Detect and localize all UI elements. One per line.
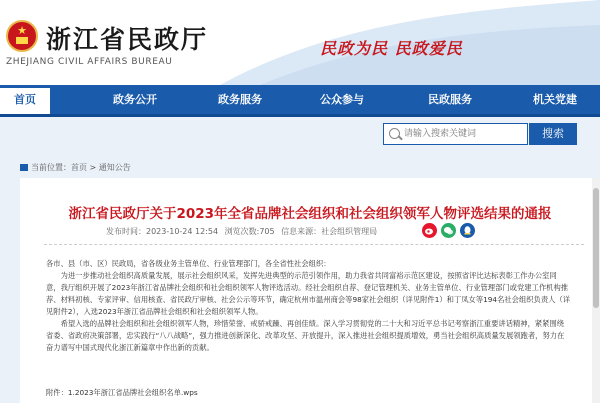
search-input[interactable] [404,126,524,142]
article-body [46,258,571,354]
search-box[interactable] [383,123,528,145]
body-paragraph: 为进一步推动社会组织高质量发展，展示社会组织风采，发挥先进典型的示范引领作用，助力我省共同富裕示范区建设，按照省评比达标表彰工作办公室同意，我厅组织开展了2023年浙江省品牌社会组织和社会组织领军人物评选活动。经社会组织自荐、登记管理机关、业务主管单位、行业管理部门或党建工作机构推荐、材料初核、专家评审、信用核查、省民政厅审核、社会公示等环节，确定杭州市温州商会等98家社会组织（详见附件1）和丁凤女等194名社会组织负责人（详见附件2），入选2023年浙江省品牌社会组织和社会组织领军人物。 [46,271,571,316]
scrollbar[interactable] [592,178,600,403]
breadcrumb [20,162,131,173]
home-icon [20,164,28,171]
info-source: 信息来源：社会组织管理局 [281,227,378,236]
salutation-paragraph: 各市、县（市、区）民政局，省各级业务主管单位、行业管理部门，各全省性社会组织： [46,259,331,268]
scrollbar-thumb[interactable] [593,188,599,308]
article-title: 浙江省民政厅关于2023年全省品牌社会组织和社会组织领军人物评选结果的通报 [68,206,552,222]
attachment-link[interactable]: 附件：1.2023年浙江省品牌社会组织名单.wps [46,388,198,397]
view-count: 浏览次数:705 [224,227,275,236]
main-nav [0,85,600,117]
article-card [20,178,600,403]
nav-item-civil-services[interactable]: 民政服务 [428,93,472,106]
national-emblem-icon[interactable]: ★ [6,20,38,52]
qq-icon[interactable] [460,223,475,238]
search-button[interactable]: 搜索 [529,123,577,145]
slogan: 民政为民 民政爱民 [320,39,463,58]
nav-item-government-affairs[interactable]: 政务公开 [113,93,157,106]
attachment [46,388,198,398]
divider [44,244,584,245]
breadcrumb-text[interactable]: 当前位置：首页 > 通知公告 [31,163,131,172]
body-paragraph: 希望入选的品牌社会组织和社会组织领军人物，珍惜荣誉、戒骄戒躁、再创佳绩。深入学习贯彻党的二十大和习近平总书记考察浙江重要讲话精神，紧紧围绕省委、省政府决策部署，忠实践行“八八战略”，强力推进创新深化、改革攻坚、开放提升，深入推进社会组织提质增效，勇当社会组织高质量发展领跑者，努力在奋力谱写中国式现代化浙江新篇章中作出新的贡献。 [46,319,565,352]
search-icon [389,128,400,139]
wechat-icon[interactable] [441,223,456,238]
nav-item-public-participation[interactable]: 公众参与 [320,93,364,106]
weibo-icon[interactable] [422,223,437,238]
site-title[interactable]: 浙江省民政厅 [46,25,209,54]
site-header [0,0,600,85]
nav-item-home[interactable]: 首页 [0,85,50,114]
publish-date: 发布时间：2023-10-24 12:54 [106,227,219,236]
article-meta [106,226,381,237]
nav-item-government-services[interactable]: 政务服务 [218,93,262,106]
nav-item-party-building[interactable]: 机关党建 [533,93,577,106]
site-subtitle: ZHEJIANG CIVIL AFFAIRS BUREAU [6,57,173,67]
